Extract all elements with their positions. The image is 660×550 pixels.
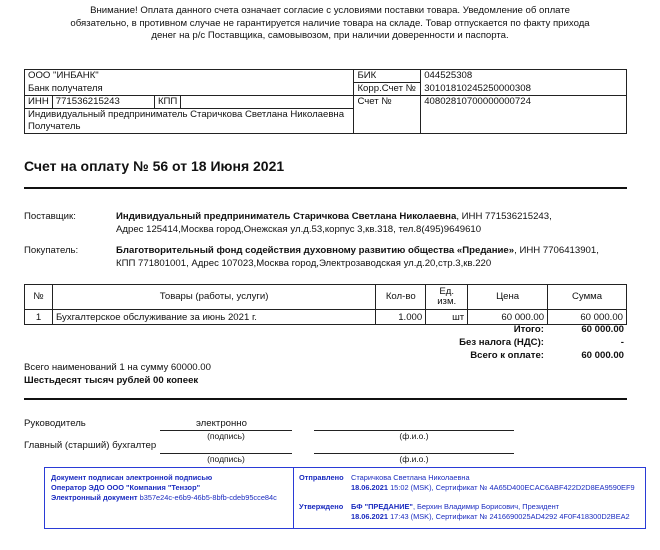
- summary-divider: [24, 398, 627, 400]
- inn-label: ИНН: [25, 96, 53, 109]
- to-pay-value: 60 000.00: [581, 350, 624, 361]
- row-sum: 60 000.00: [548, 310, 627, 325]
- buyer-address: КПП 771801001, Адрес 107023,Москва город,Электрозаводская ул.д.20,стр.3,кв.220: [116, 258, 492, 269]
- col-price: Цена: [468, 285, 548, 310]
- buyer-name: Благотворительный фонд содействия духовному развитию общества «Предание»: [116, 245, 515, 256]
- edo-operator-line: Оператор ЭДО ООО "Компания "Тензор": [51, 483, 201, 492]
- items-count-summary: Всего наименований 1 на сумму 60000.00: [24, 362, 211, 373]
- supplier-name: Индивидуальный предприниматель Старичкова Светлана Николаевна: [116, 211, 457, 222]
- row-num: 1: [25, 310, 53, 325]
- buyer-details: [116, 244, 646, 270]
- account-label: Счет №: [354, 96, 421, 109]
- title-divider: [24, 187, 627, 189]
- col-sum: Сумма: [548, 285, 627, 310]
- payment-notice: [60, 5, 600, 43]
- supplier-address: Адрес 125414,Москва город,Онежская ул.д.53,корпус 3,кв.318, тел.8(495)9649610: [116, 224, 482, 235]
- edo-approved-name: [351, 502, 559, 511]
- amount-in-words: Шестьдесят тысяч рублей 00 копеек: [24, 375, 199, 386]
- col-unit-line2: изм.: [437, 296, 457, 307]
- corr-account-value: 30101810245250000308: [421, 83, 627, 96]
- buyer-inn: , ИНН 7706413901,: [514, 245, 599, 256]
- total-label: Итого:: [513, 324, 544, 335]
- vat-value: -: [620, 337, 624, 348]
- account-value-cont: [421, 109, 627, 134]
- director-sign-hint: (подпись): [207, 431, 245, 441]
- items-header-row: [25, 285, 627, 310]
- col-unit: [426, 285, 468, 310]
- accountant-name-hint: (ф.и.о.): [399, 454, 429, 464]
- bik-label: БИК: [354, 70, 421, 83]
- edo-signature-stamp: [44, 467, 646, 529]
- edo-document-label: Электронный документ: [51, 493, 138, 502]
- table-row: [25, 310, 627, 325]
- kpp-value: [181, 96, 354, 109]
- vat-label: Без налога (НДС):: [459, 337, 544, 348]
- edo-signed-line: Документ подписан электронной подписью: [51, 473, 213, 482]
- notice-line: Внимание! Оплата данного счета означает согласие с условиями поставки товара. Уведомление об оплате: [90, 5, 570, 16]
- inn-value: 771536215243: [52, 96, 154, 109]
- edo-approved-org: БФ "ПРЕДАНИЕ": [351, 502, 413, 511]
- accountant-label: Главный (старший) бухгалтер: [24, 440, 157, 451]
- edo-left-panel: [45, 468, 294, 528]
- supplier-details: [116, 210, 636, 236]
- invoice-title: Счет на оплату № 56 от 18 Июня 2021: [24, 158, 285, 174]
- edo-approved-date: 18.06.2021: [351, 512, 388, 521]
- corr-account-label: Корр.Счет №: [354, 83, 421, 96]
- director-sign-value: электронно: [196, 418, 247, 429]
- buyer-label: Покупатель:: [24, 245, 79, 256]
- account-label-cont: [354, 109, 421, 134]
- bik-value: 044525308: [421, 70, 627, 83]
- director-label: Руководитель: [24, 418, 86, 429]
- row-name: Бухгалтерское обслуживание за июнь 2021 г.: [52, 310, 375, 325]
- director-name-hint: (ф.и.о.): [399, 431, 429, 441]
- edo-sent-details: [351, 483, 635, 492]
- edo-sent-name: Старичкова Светлана Николаевна: [351, 473, 470, 482]
- items-table: [24, 284, 627, 325]
- receiver-label: Получатель: [25, 121, 354, 134]
- notice-line: обязательно, в противном случае не гарантируется наличие товара на складе. Товар отпускается по факту прихода: [70, 17, 590, 29]
- edo-document-id: b357e24c-e6b9-46b5-8bfb-cdeb95cce84c: [139, 493, 277, 502]
- kpp-label: КПП: [154, 96, 180, 109]
- row-price: 60 000.00: [468, 310, 548, 325]
- edo-approved-cert: 17:43 (MSK), Сертификат № 2416690025AD4292 4F0F418300D2BEA2: [390, 512, 630, 521]
- edo-sent-cert: 15:02 (MSK), Сертификат № 4A65D400ECAC6ABF422D2D8EA9590EF9: [390, 483, 635, 492]
- receiver-bank-label: Банк получателя: [25, 83, 354, 96]
- edo-document-line: [51, 493, 277, 502]
- to-pay-label: Всего к оплате:: [470, 350, 544, 361]
- edo-approved-details: [351, 512, 630, 521]
- bank-details-table: [24, 69, 627, 134]
- receiver-name: Индивидуальный предприниматель Старичкова Светлана Николаевна: [25, 109, 354, 122]
- col-qty: Кол-во: [376, 285, 426, 310]
- supplier-inn: , ИНН 771536215243,: [456, 211, 552, 222]
- edo-sent-label: Отправлено: [299, 473, 344, 482]
- col-name: Товары (работы, услуги): [52, 285, 375, 310]
- account-value: 40802810700000000724: [421, 96, 627, 109]
- row-qty: 1.000: [376, 310, 426, 325]
- bank-name: ООО "ИНБАНК": [25, 70, 354, 83]
- row-unit: шт: [426, 310, 468, 325]
- col-unit-line1: Ед.: [439, 286, 455, 297]
- edo-approved-label: Утверждено: [299, 502, 344, 511]
- total-value: 60 000.00: [581, 324, 624, 335]
- col-num: №: [25, 285, 53, 310]
- edo-sent-date: 18.06.2021: [351, 483, 388, 492]
- supplier-label: Поставщик:: [24, 211, 76, 222]
- notice-line: денег на р/с Поставщика, самовывозом, при наличии доверенности и паспорта.: [151, 30, 509, 41]
- edo-approved-person: , Берхин Владимир Борисович, Президент: [412, 502, 560, 511]
- accountant-sign-hint: (подпись): [207, 454, 245, 464]
